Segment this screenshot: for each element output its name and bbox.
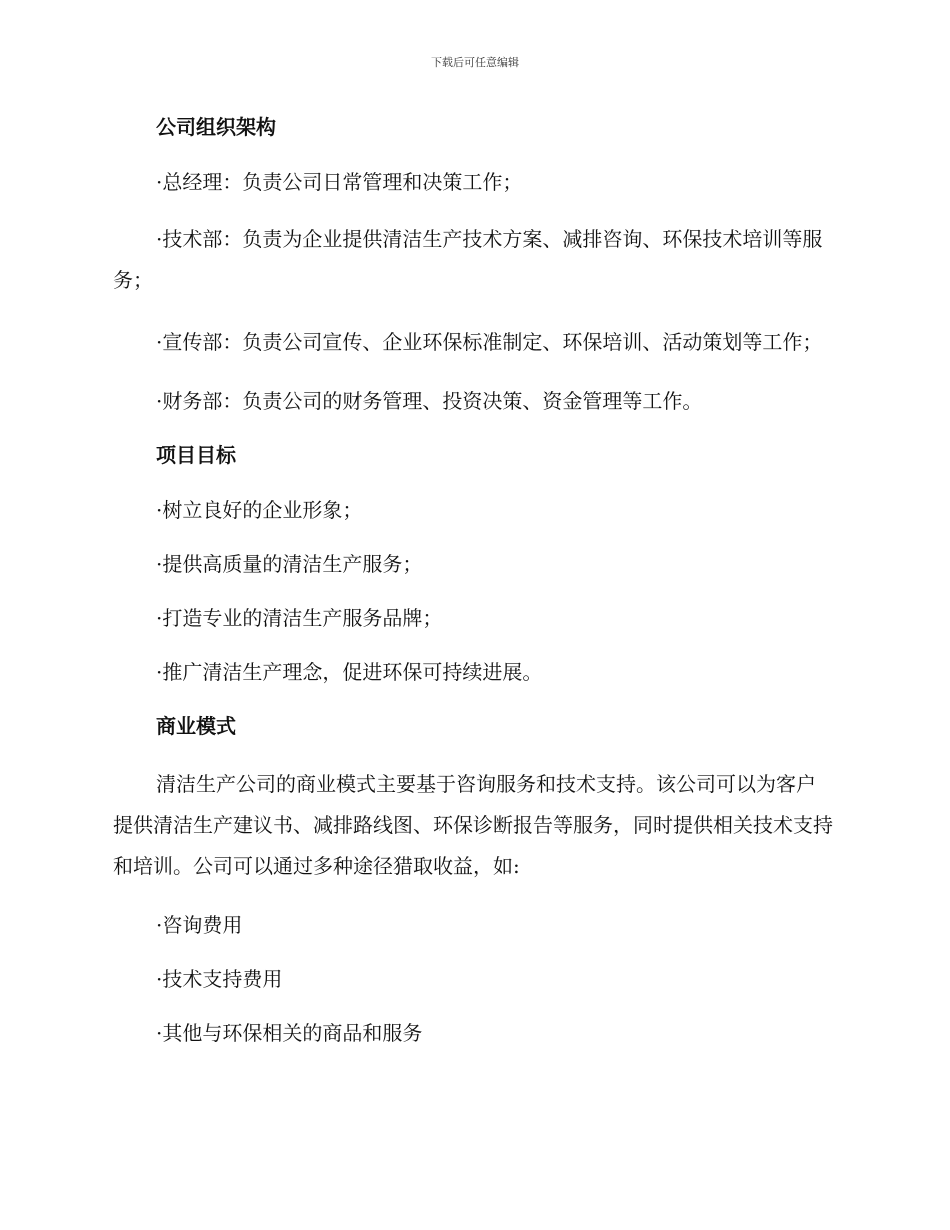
document-body [113,110,833,1070]
org-item-finance: ·财务部：负责公司的财务管理、投资决策、资金管理等工作。 [156,389,703,413]
model-paragraph: 清洁生产公司的商业模式主要基于咨询服务和技术支持。该公司可以为客户提供清洁生产建议书、减排路线图、环保诊断报告等服务，同时提供相关技术支持和培训。公司可以通过多种途径猎取收益，如: [113,772,833,878]
org-item-tech: ·技术部：负责为企业提供清洁生产技术方案、减排咨询、环保技术培训等服务； [113,227,823,292]
section-title-model: 商业模式 [156,714,236,738]
goal-item: ·提供高质量的清洁生产服务； [156,552,423,576]
org-item-pr: ·宣传部：负责公司宣传、企业环保标准制定、环保培训、活动策划等工作； [156,330,823,354]
revenue-item: ·咨询费用 [156,913,243,937]
page-header: 下载后可任意编辑 [431,56,519,69]
revenue-item: ·其他与环保相关的商品和服务 [156,1021,423,1045]
section-title-org: 公司组织架构 [156,115,276,139]
section-title-goals: 项目目标 [156,443,236,467]
goal-item: ·推广清洁生产理念，促进环保可持续进展。 [156,660,543,684]
goal-item: ·打造专业的清洁生产服务品牌； [156,606,443,630]
goal-item: ·树立良好的企业形象； [156,498,363,522]
org-item-gm: ·总经理：负责公司日常管理和决策工作； [156,170,523,194]
revenue-item: ·技术支持费用 [156,967,283,991]
